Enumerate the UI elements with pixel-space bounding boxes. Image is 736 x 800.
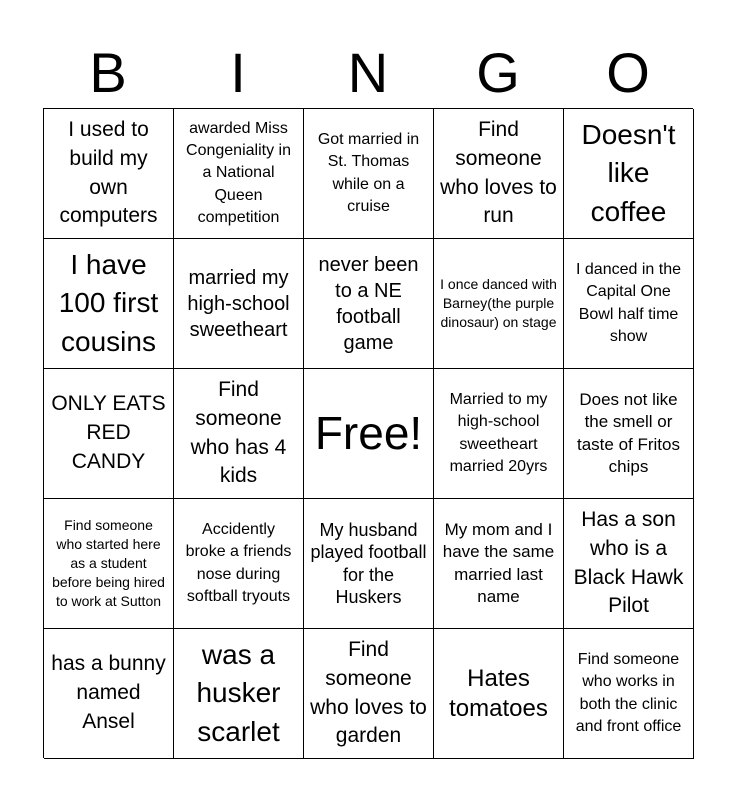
bingo-cell[interactable] bbox=[44, 629, 174, 759]
bingo-cell[interactable] bbox=[44, 499, 174, 629]
bingo-cell[interactable] bbox=[174, 499, 304, 629]
cell-text: Has a son who is a Black Hawk Pilot bbox=[573, 507, 684, 618]
cell-text: Hates tomatoes bbox=[449, 665, 548, 722]
bingo-header bbox=[43, 38, 693, 108]
bingo-cell[interactable] bbox=[304, 499, 434, 629]
free-space[interactable] bbox=[304, 369, 434, 499]
cell-text: Find someone who works in both the clinic and front office bbox=[575, 650, 682, 735]
cell-text: Find someone who started here as a student before being hired to work at Sutton bbox=[52, 517, 165, 609]
cell-text: Got married in St. Thomas while on a cruise bbox=[317, 130, 420, 215]
bingo-cell[interactable] bbox=[174, 239, 304, 369]
cell-text: ONLY EATS RED CANDY bbox=[51, 392, 166, 473]
cell-text: has a bunny named Ansel bbox=[51, 652, 166, 733]
bingo-cell[interactable] bbox=[174, 109, 304, 239]
bingo-cell[interactable] bbox=[434, 499, 564, 629]
bingo-cell[interactable] bbox=[44, 109, 174, 239]
bingo-cell[interactable] bbox=[434, 369, 564, 499]
header-letter-n: N bbox=[347, 41, 389, 104]
bingo-cell[interactable] bbox=[304, 629, 434, 759]
cell-text: Find someone who loves to run bbox=[440, 117, 557, 228]
bingo-cell[interactable] bbox=[564, 629, 694, 759]
bingo-cell[interactable] bbox=[44, 369, 174, 499]
bingo-cell[interactable] bbox=[44, 239, 174, 369]
bingo-cell[interactable] bbox=[564, 239, 694, 369]
header-letter-g: G bbox=[476, 41, 520, 104]
cell-text: Does not like the smell or taste of Fritos chips bbox=[577, 390, 680, 476]
free-space-text: Free! bbox=[314, 407, 423, 460]
header-letter-i: I bbox=[230, 41, 246, 104]
cell-text: I have 100 first cousins bbox=[58, 248, 159, 357]
cell-text: My mom and I have the same married last name bbox=[442, 520, 555, 606]
cell-text: Accidently broke a friends nose during softball tryouts bbox=[185, 520, 292, 605]
cell-text: Married to my high-school sweetheart married 20yrs bbox=[449, 390, 548, 475]
cell-text: Doesn't like coffee bbox=[581, 118, 676, 227]
cell-text: My husband played football for the Huskers bbox=[310, 519, 427, 607]
bingo-cell[interactable] bbox=[564, 369, 694, 499]
bingo-cell[interactable] bbox=[434, 109, 564, 239]
bingo-cell[interactable] bbox=[434, 629, 564, 759]
bingo-cell[interactable] bbox=[564, 109, 694, 239]
cell-text: was a husker scarlet bbox=[196, 638, 281, 747]
header-letter-o: O bbox=[606, 41, 650, 104]
bingo-cell[interactable] bbox=[174, 369, 304, 499]
cell-text: Find someone who loves to garden bbox=[310, 637, 427, 748]
bingo-cell[interactable] bbox=[174, 629, 304, 759]
cell-text: I once danced with Barney(the purple dinosaur) on stage bbox=[440, 276, 557, 330]
cell-text: I used to build my own computers bbox=[59, 117, 158, 228]
cell-text: Find someone who has 4 kids bbox=[190, 377, 287, 488]
bingo-cell[interactable] bbox=[304, 239, 434, 369]
cell-text: never been to a NE football game bbox=[318, 253, 419, 354]
cell-text: married my high-school sweetheart bbox=[187, 266, 290, 341]
bingo-cell[interactable] bbox=[564, 499, 694, 629]
bingo-board bbox=[43, 108, 693, 758]
cell-text: awarded Miss Congeniality in a National Queen competition bbox=[186, 119, 291, 227]
cell-text: I danced in the Capital One Bowl half time show bbox=[576, 260, 681, 345]
bingo-cell[interactable] bbox=[434, 239, 564, 369]
bingo-cell[interactable] bbox=[304, 109, 434, 239]
header-letter-b: B bbox=[89, 41, 127, 104]
